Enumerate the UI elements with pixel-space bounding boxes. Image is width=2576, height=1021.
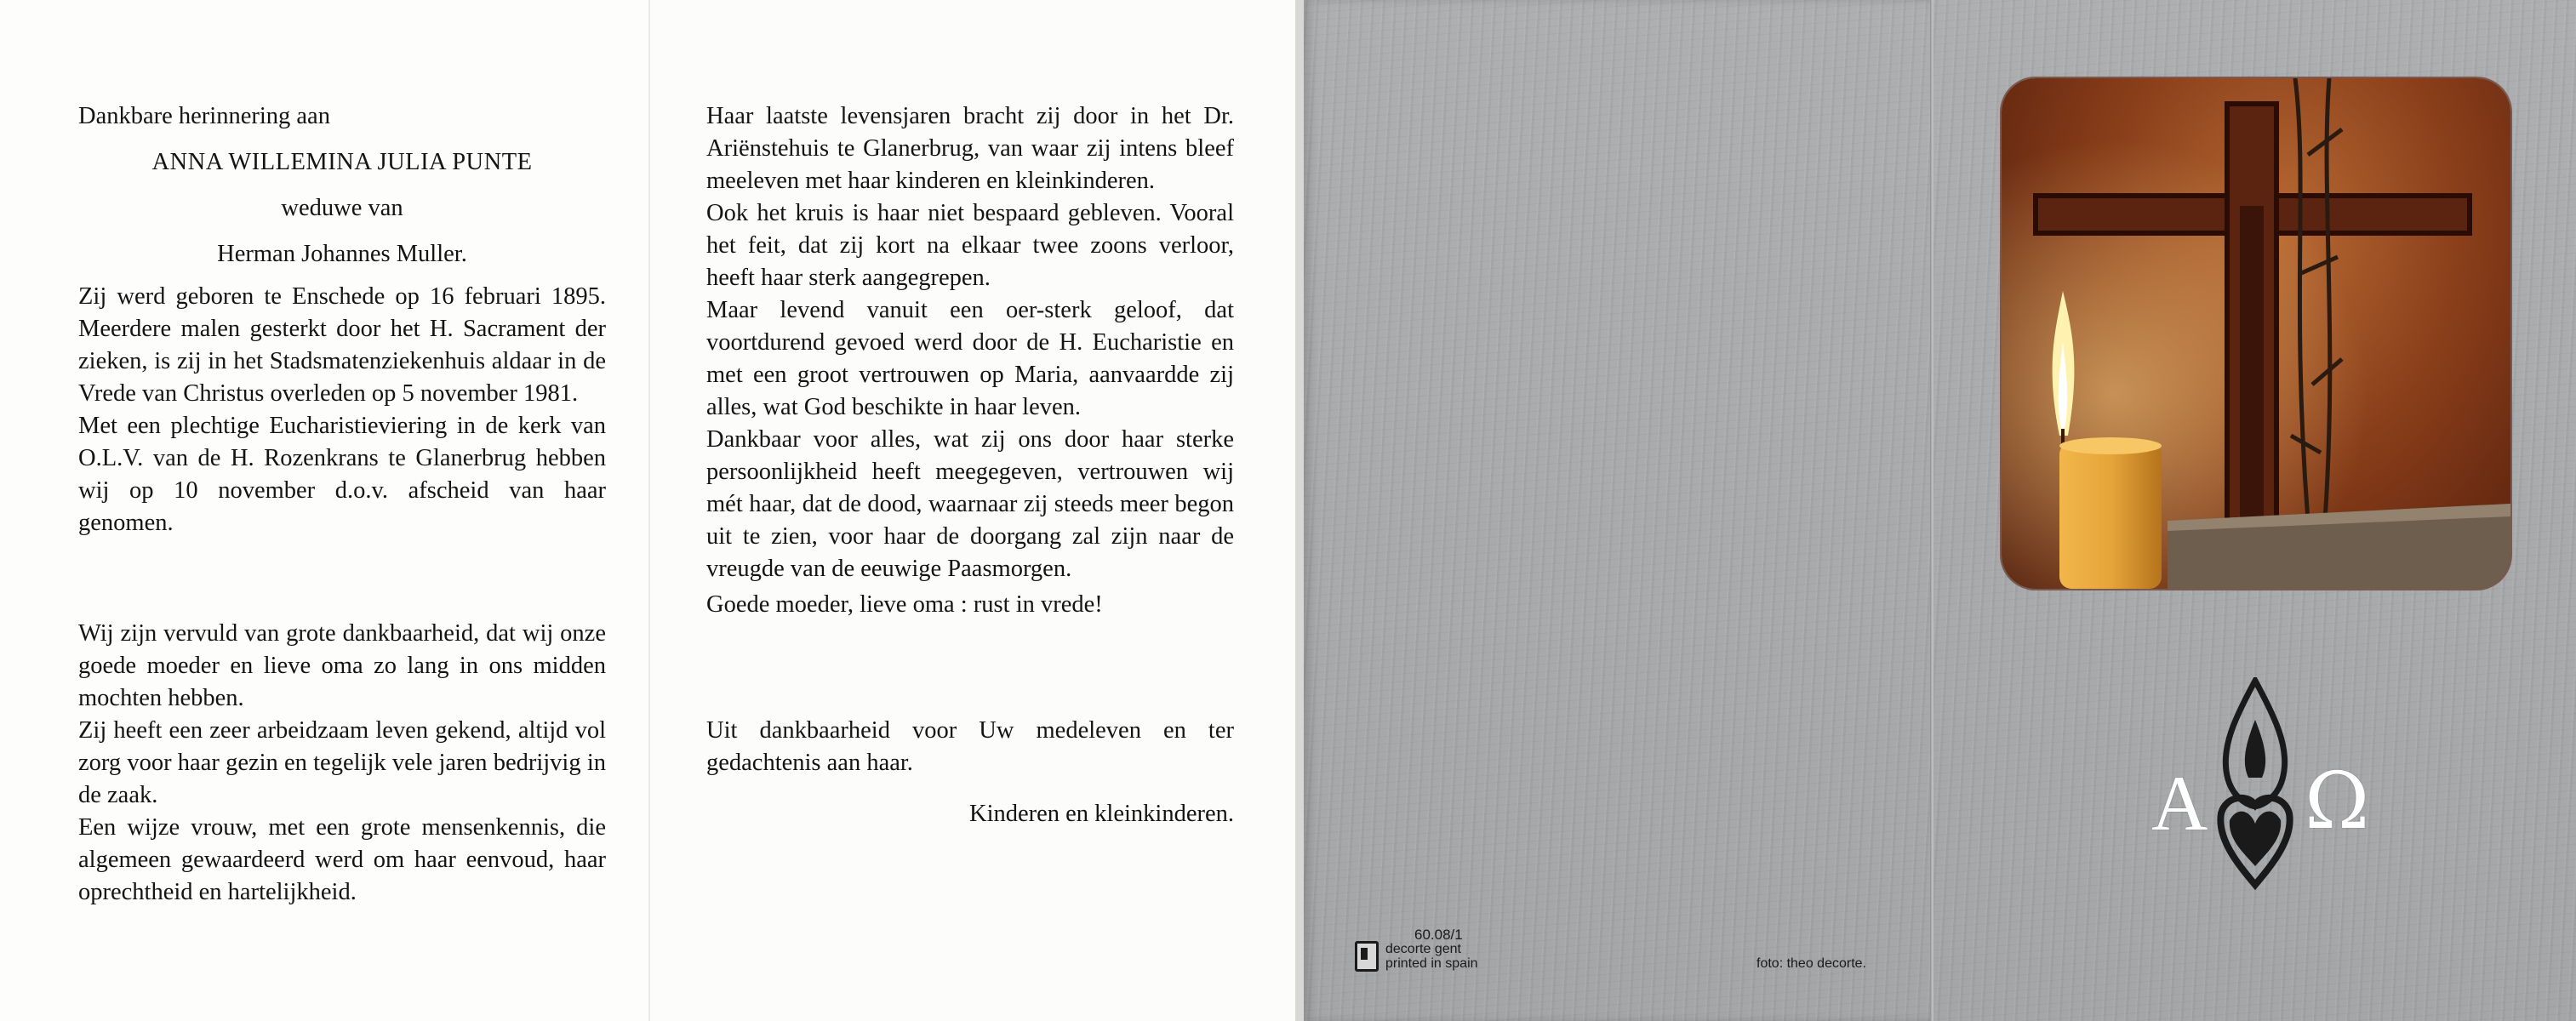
inner-left-panel	[0, 0, 648, 1021]
publisher-logo-icon	[1355, 941, 1379, 972]
back-cover	[1295, 0, 1933, 1021]
memorial-text-right	[706, 100, 1234, 830]
widow-of-line: weduwe van	[281, 195, 403, 221]
deceased-name: ANNA WILLEMINA JULIA PUNTE	[151, 149, 533, 175]
printer-info	[1385, 927, 1478, 971]
printer-code: 60.08/1	[1414, 927, 1463, 943]
intro-line: Dankbare herinnering aan	[78, 103, 330, 129]
gratitude-paragraph: Wij zijn vervuld van grote dankbaarheid, dat wij onze goede moeder en lieve oma zo lang in ons midden mochten hebben.	[78, 620, 606, 711]
thanks-paragraph: Dankbaar voor alles, wat zij ons door haar sterke persoonlijkheid heeft meegegeven, vertrouwen wij mét haar, dat de dood, waarnaar zij steeds meer begon uit te zien, voor haar de doorgang zal zijn naar de vreugde van de eeuwige Paasmorgen.	[706, 426, 1234, 582]
life-paragraph: Zij heeft een zeer arbeidzaam leven gekend, altijd vol zorg voor haar gezin en tegelijk vele jaren bedrijvig in de zaak.	[78, 717, 606, 808]
photo-illustration	[2002, 78, 2510, 589]
rest-in-peace-line: Goede moeder, lieve oma : rust in vrede!	[706, 591, 1103, 618]
acknowledgement-paragraph: Uit dankbaarheid voor Uw medeleven en ter gedachtenis aan haar.	[706, 717, 1234, 776]
photo-credit: foto: theo decorte.	[1756, 956, 1866, 971]
signature-line: Kinderen en kleinkinderen.	[968, 801, 1234, 827]
birth-death-paragraph: Zij werd geboren te Enschede op 16 februari 1895. Meerdere malen gesterkt door het H. Sacrament der zieken, is zij in het Stadsmatenziekenhuis aldaar in de Vrede van Christus overleden op 5 november 1981.	[78, 283, 606, 407]
last-years-paragraph: Haar laatste levensjaren bracht zij door in het Dr. Ariënstehuis te Glanerbrug, van waar zij intens bleef meeleven met haar kinderen en kleinkinderen.	[706, 103, 1234, 194]
alpha-letter: A	[2151, 760, 2208, 847]
candle-cross-photo	[2002, 78, 2510, 589]
printer-name: decorte gent	[1385, 942, 1461, 956]
memorial-text-left	[78, 100, 606, 909]
character-paragraph: Een wijze vrouw, met een grote mensenkennis, die algemeen gewaardeerd werd om haar eenvoud, haar oprechtheid en hartelijkheid.	[78, 814, 606, 905]
cross-paragraph: Ook het kruis is haar niet bespaard gebleven. Vooral het feit, dat zij kort na elkaar twee zoons verloor, heeft haar sterk aangegrepen.	[706, 200, 1234, 291]
husband-name: Herman Johannes Muller.	[217, 241, 467, 267]
funeral-paragraph: Met een plechtige Eucharistieviering in de kerk van O.L.V. van de H. Rozenkrans te Glanerbrug hebben wij op 10 november d.o.v. afscheid van haar genomen.	[78, 413, 606, 536]
inner-right-panel	[648, 0, 1295, 1021]
faith-paragraph: Maar levend vanuit een oer-sterk geloof, dat voortdurend gevoed werd door de H. Eucharistie en met een groot vertrouwen op Maria, aanvaardde zij alles, wat God beschikte in haar leven.	[706, 297, 1234, 420]
alpha-omega-emblem	[2145, 677, 2370, 898]
omega-letter: Ω	[2305, 756, 2370, 847]
printed-in: printed in spain	[1385, 956, 1478, 971]
